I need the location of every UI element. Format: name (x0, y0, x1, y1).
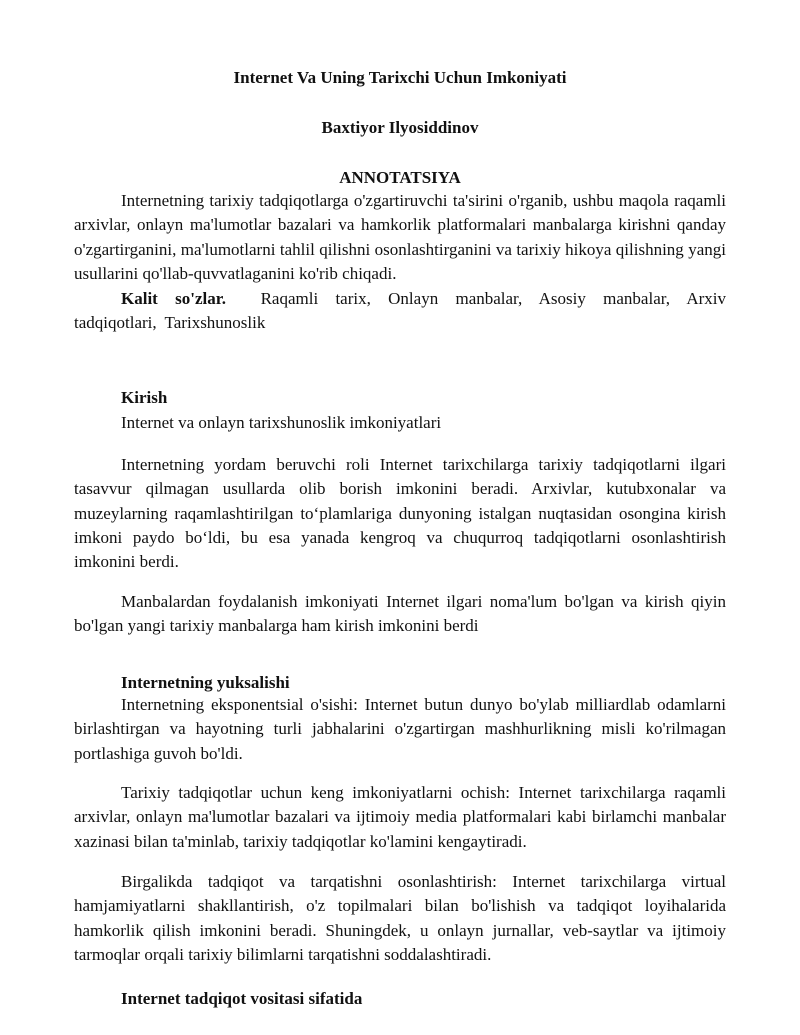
section-heading-yuksalish: Internetning yuksalishi (121, 673, 290, 692)
keywords-paragraph (74, 287, 726, 336)
body-paragraph-2: Manbalardan foydalanish imkoniyati Internet ilgari noma'lum bo'lgan va kirish qiyin bo'lgan yangi tarixiy manbalarga ham kirish imkonini berdi (74, 592, 726, 636)
body-paragraph-3: Internetning eksponentsial o'sishi: Internet butun dunyo bo'ylab milliardlab odamlarni birlashtirgan va hayotning turli jabhalarini o'zgartirgan mashhurlikning misli ko'rilmagan portlashiga guvoh bo'ldi. (74, 695, 726, 763)
body-paragraph-5: Birgalikda tadqiqot va tarqatishni osonlashtirish: Internet tarixchilarga virtual hamjamiyatlarni shakllantirish, o'z topilmalari bilan bo'lishish va tadqiqot loyihalarida hamkorlik qilish imkonini beradi. Shuningdek, u onlayn jurnallar, veb-saytlar va ijtimoiy tarmoqlar orqali tarixiy bilimlarni tarqatishni soddalashtiradi. (74, 872, 726, 964)
abstract-heading: ANNOTATSIYA (339, 168, 461, 187)
section-heading-kirish: Kirish (121, 388, 168, 407)
body-paragraph-4: Tarixiy tadqiqotlar uchun keng imkoniyatlarni ochish: Internet tarixchilarga raqamli arxivlar, onlayn ma'lumotlar bazalari va ijtimoiy media platformalari kabi birlamchi manbalar xazinasi bilan ta'minlab, tarixiy tadqiqotlar ko'lamini kengaytiradi. (74, 783, 726, 851)
author-name: Baxtiyor Ilyosiddinov (321, 118, 479, 137)
paper-title: Internet Va Uning Tarixchi Uchun Imkoniyati (233, 68, 567, 87)
body-paragraph-1: Internetning yordam beruvchi roli Internet tarixchilarga tarixiy tadqiqotlarni ilgari tasavvur qilmagan usullarda olib borish imkonini beradi. Arxivlar, kutubxonalar va muzeylarning raqamlashtirilgan to‘plamlariga dunyoning istalgan nuqtasidan osongina kirish imkoni paydo bo‘ldi, bu esa yanada kengroq va chuqurroq tadqiqotlarni osonlashtirish imkonini berdi. (74, 455, 726, 572)
keywords-list: Raqamli tarix, Onlayn manbalar, Asosiy manbalar, Arxiv tadqiqotlari, Tarixshunoslik (74, 289, 726, 333)
section-heading-vosita: Internet tadqiqot vositasi sifatida (121, 989, 363, 1008)
abstract-paragraph: Internetning tarixiy tadqiqotlarga o'zgartiruvchi ta'sirini o'rganib, ushbu maqola raqamli arxivlar, onlayn ma'lumotlar bazalari va hamkorlik platformalari manbalarga kirishni qanday o'zgartirganini, ma'lumotlarni tahlil qilishni osonlashtirganini va tarixiy hikoya qilishning yangi usullarini qo'llab-quvvatlaganini ko'rib chiqadi. (74, 191, 726, 283)
section-subtitle-kirish: Internet va onlayn tarixshunoslik imkoniyatlari (121, 413, 442, 432)
keywords-label: Kalit so'zlar. (121, 289, 226, 308)
